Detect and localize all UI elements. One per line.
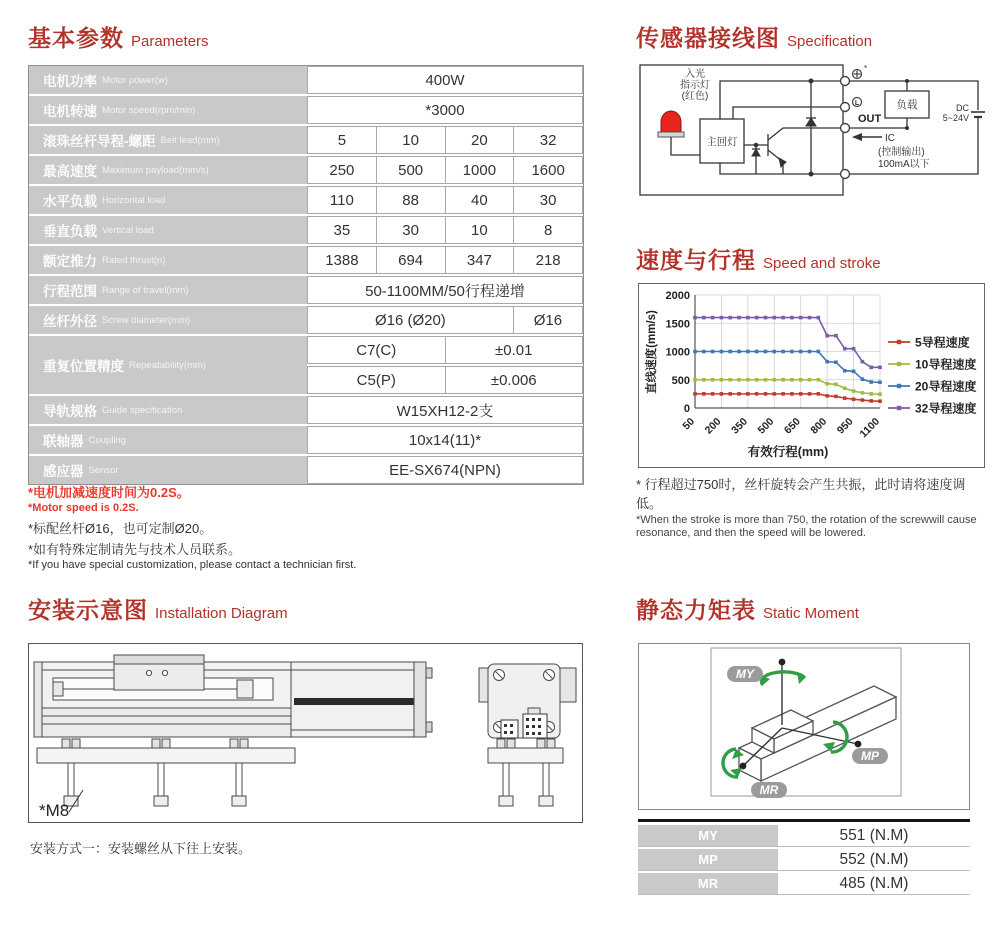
- param-cell: 250: [307, 156, 377, 184]
- control-output-label: (控制输出): [878, 147, 925, 158]
- static-moment-table: [638, 819, 970, 897]
- terminals: [841, 77, 850, 179]
- y-tick-label: 1500: [665, 318, 690, 331]
- param-cell: 30: [376, 216, 446, 244]
- param-cells-row: [307, 186, 583, 214]
- param-row-label: [29, 276, 307, 304]
- param-row: [29, 246, 583, 274]
- section-title-installation: [28, 592, 288, 625]
- param-cell: 500: [376, 156, 446, 184]
- param-label-zh: 垂直负载: [43, 224, 97, 239]
- static-table-label: MY: [638, 825, 778, 846]
- param-row: [29, 186, 583, 214]
- param-label-en: Rated thrust(n): [102, 254, 166, 266]
- legend-label: 10导程速度: [915, 357, 977, 372]
- dc-source-symbol: [971, 112, 985, 117]
- param-cells-row: [307, 306, 583, 334]
- mp-badge: MP: [861, 749, 879, 763]
- param-label-zh: 重复位置精度: [43, 359, 124, 374]
- speed-title-zh: 速度与行程: [636, 247, 756, 273]
- x-tick-label: 1100: [857, 415, 883, 441]
- y-tick-label: 500: [671, 374, 690, 387]
- led-label-line3: (红色): [681, 91, 709, 102]
- param-row: [29, 126, 583, 154]
- param-row-label: [29, 336, 307, 394]
- static-table-label: MR: [638, 873, 778, 894]
- param-cells-row: [307, 336, 583, 364]
- parameters-title-zh: 基本参数: [28, 25, 124, 51]
- param-cell: 400W: [307, 66, 583, 94]
- param-cell: 20: [445, 126, 515, 154]
- param-cell: EE-SX674(NPN): [307, 456, 583, 484]
- param-cells-row: [307, 396, 583, 424]
- param-label-en: Horizontal load: [102, 194, 166, 206]
- ic-label: IC: [885, 133, 895, 144]
- param-cell: 110: [307, 186, 377, 214]
- param-cell: 694: [376, 246, 446, 274]
- param-label-zh: 额定推力: [43, 254, 97, 269]
- left-end-cap: [34, 662, 42, 737]
- param-row-label: [29, 216, 307, 244]
- plus-terminal-symbol: [853, 64, 868, 79]
- param-label-en: Vertical load: [102, 224, 154, 236]
- param-label-zh: 导轨规格: [43, 404, 97, 419]
- parameter-note: *Motor speed is 0.2S.: [28, 502, 139, 514]
- installation-title-en: Installation Diagram: [155, 605, 288, 622]
- section-title-static-moment: [636, 592, 859, 625]
- param-row: [29, 456, 583, 484]
- param-row: [29, 276, 583, 304]
- speed-stroke-chart: [638, 283, 985, 473]
- static-title-en: Static Moment: [763, 605, 859, 622]
- param-cell: 1000: [445, 156, 515, 184]
- plus-star: *: [864, 64, 868, 73]
- param-cell: 30: [513, 186, 583, 214]
- param-cell: 88: [376, 186, 446, 214]
- chart-footnote: [636, 474, 988, 540]
- param-label-en: Maximum payload(mm/s): [102, 164, 209, 176]
- static-table-row: [638, 825, 970, 847]
- static-table-value: 485 (N.M): [778, 873, 970, 894]
- param-cells-row: [307, 156, 583, 184]
- param-label-zh: 水平负载: [43, 194, 97, 209]
- m8-label: *M8: [39, 801, 70, 820]
- static-moment-figure: [638, 643, 970, 810]
- section-title-speed: [636, 242, 881, 275]
- param-label-zh: 电机功率: [43, 74, 97, 89]
- l-terminal-symbol: [853, 98, 862, 108]
- load-label: 负载: [896, 99, 918, 111]
- led-label-line2: 指示灯: [680, 80, 710, 91]
- mounting-plate: [37, 748, 295, 763]
- legend-label: 5导程速度: [915, 335, 970, 350]
- param-cell: C5(P): [307, 366, 446, 394]
- static-table-row: [638, 849, 970, 871]
- my-badge: MY: [736, 667, 754, 681]
- param-label-en: Coupling: [88, 434, 126, 446]
- param-cell: 1600: [513, 156, 583, 184]
- param-row-label: [29, 186, 307, 214]
- param-cell: Ø16 (Ø20): [307, 306, 514, 334]
- param-cell: 10x14(11)*: [307, 426, 583, 454]
- legend-label: 20导程速度: [915, 379, 977, 394]
- param-cell: 35: [307, 216, 377, 244]
- param-row-label: [29, 396, 307, 424]
- param-label-zh: 联轴器: [43, 434, 84, 449]
- param-cell: 8: [513, 216, 583, 244]
- installation-title-zh: 安装示意图: [28, 597, 148, 623]
- l-symbol: L: [854, 100, 860, 107]
- param-row: [29, 426, 583, 454]
- param-row: [29, 96, 583, 124]
- param-label-en: Motor speed(rpm/min): [102, 104, 196, 116]
- param-cell: 218: [513, 246, 583, 274]
- param-row-label: [29, 306, 307, 334]
- param-row: [29, 216, 583, 244]
- param-label-en: Motor power(w): [102, 74, 168, 86]
- parameter-note: *标配丝杆Ø16，也可定制Ø20。: [28, 521, 213, 536]
- param-row-label: [29, 126, 307, 154]
- param-row-label: [29, 156, 307, 184]
- end-view-plate: [479, 664, 576, 738]
- param-row: [29, 396, 583, 424]
- static-table-value: 552 (N.M): [778, 849, 970, 870]
- static-table-row: [638, 873, 970, 895]
- param-cells-row: [307, 456, 583, 484]
- static-title-zh: 静态力矩表: [636, 597, 756, 623]
- param-cells-row: [307, 216, 583, 244]
- param-label-en: Sensor: [88, 464, 119, 476]
- mr-badge: MR: [759, 783, 779, 797]
- installation-caption: 安装方式一：安装螺丝从下往上安装。: [30, 841, 252, 856]
- x-tick-label: 650: [781, 415, 803, 437]
- sensor-wiring-diagram: [638, 62, 985, 204]
- section-title-wiring: [636, 20, 872, 53]
- param-label-zh: 最高速度: [43, 164, 97, 179]
- param-label-zh: 滚珠丝杆导程-螺距: [43, 134, 156, 149]
- y-tick-label: 0: [683, 403, 690, 415]
- parameters-table: [28, 65, 584, 485]
- param-subrows: [307, 336, 583, 394]
- param-cells-row: [307, 66, 583, 94]
- chart-footnote-en1: *When the stroke is more than 750, the rotation of the screwwill cause: [636, 514, 977, 526]
- parameters-title-en: Parameters: [131, 33, 209, 50]
- y-tick-label: 1000: [665, 346, 690, 359]
- parameters-notes: [28, 486, 356, 572]
- param-cells-row: [307, 126, 583, 154]
- param-label-en: Repeatability(mm): [129, 359, 207, 371]
- dc-label: DC: [956, 103, 969, 113]
- param-cells-row: [307, 276, 583, 304]
- main-circuit-label: 主回灯: [706, 136, 738, 148]
- param-cell: C7(C): [307, 336, 446, 364]
- param-row-label: [29, 96, 307, 124]
- end-bracket: [488, 739, 563, 806]
- chart-footnote-zh: * 行程超过750时，丝杆旋转会产生共振，此时请将速度调低。: [636, 477, 966, 511]
- param-row: [29, 66, 583, 94]
- led-label-line1: 入光: [685, 69, 705, 80]
- param-cell: Ø16: [513, 306, 583, 334]
- param-cell: 347: [445, 246, 515, 274]
- param-row-label: [29, 246, 307, 274]
- x-tick-label: 500: [755, 415, 777, 437]
- param-label-en: Belt lead(mm): [160, 134, 220, 146]
- wiring-title-en: Specification: [787, 33, 873, 50]
- installation-diagram: [28, 643, 583, 823]
- param-label-en: Screw diameter(mm): [102, 314, 191, 326]
- x-axis-label: 有效行程(mm): [747, 445, 829, 459]
- x-tick-label: 800: [808, 415, 830, 437]
- param-row: [29, 336, 583, 394]
- wiring-title-zh: 传感器接线图: [636, 25, 780, 51]
- param-row-label: [29, 426, 307, 454]
- param-cells-row: [307, 246, 583, 274]
- param-cell: 5: [307, 126, 377, 154]
- param-label-en: Range of travel(mm): [102, 284, 189, 296]
- ic-arrow: [852, 133, 882, 141]
- section-title-parameters: [28, 20, 209, 53]
- param-row-label: [29, 456, 307, 484]
- param-cells-row: [307, 96, 583, 124]
- param-label-zh: 感应器: [43, 464, 84, 479]
- param-cell: 32: [513, 126, 583, 154]
- param-cell: 10: [445, 216, 515, 244]
- chart-footnote-en2: resonance, and then the speed will be lowered.: [636, 527, 866, 539]
- param-cell: 50-1100MM/50行程递增: [307, 276, 583, 304]
- parameter-note: *电机加减速度时间为0.2S。: [28, 485, 190, 500]
- param-row: [29, 306, 583, 334]
- y-axis-label: 直线速度(mm/s): [646, 310, 658, 394]
- param-cell: 1388: [307, 246, 377, 274]
- x-tick-label: 950: [834, 415, 856, 437]
- param-label-zh: 电机转速: [43, 104, 97, 119]
- param-cell: 10: [376, 126, 446, 154]
- param-row-label: [29, 66, 307, 94]
- speed-title-en: Speed and stroke: [763, 255, 881, 272]
- param-row: [29, 156, 583, 184]
- parameter-note: *If you have special customization, please contact a technician first.: [28, 559, 357, 571]
- param-cell: ±0.01: [445, 336, 584, 364]
- static-table-value: 551 (N.M): [778, 825, 970, 846]
- param-label-zh: 丝杆外径: [43, 314, 97, 329]
- param-label-en: Guide specification: [102, 404, 183, 416]
- dc-range-label: 5~24V: [942, 113, 969, 123]
- led-icon: [658, 111, 684, 137]
- param-cells-row: [307, 366, 583, 394]
- out-label: OUT: [858, 113, 882, 125]
- current-limit-label: 100mA以下: [878, 159, 930, 170]
- param-cell: ±0.006: [445, 366, 584, 394]
- param-cells-row: [307, 426, 583, 454]
- y-tick-label: 2000: [665, 290, 690, 302]
- param-cell: 40: [445, 186, 515, 214]
- x-tick-label: 200: [702, 415, 724, 437]
- static-table-label: MP: [638, 849, 778, 870]
- param-cell: *3000: [307, 96, 583, 124]
- x-tick-label: 50: [680, 415, 698, 433]
- parameter-note: *如有特殊定制请先与技术人员联系。: [28, 542, 242, 557]
- param-label-zh: 行程范围: [43, 284, 97, 299]
- legend-label: 32导程速度: [915, 401, 977, 416]
- param-cell: W15XH12-2支: [307, 396, 583, 424]
- x-tick-label: 350: [729, 415, 750, 437]
